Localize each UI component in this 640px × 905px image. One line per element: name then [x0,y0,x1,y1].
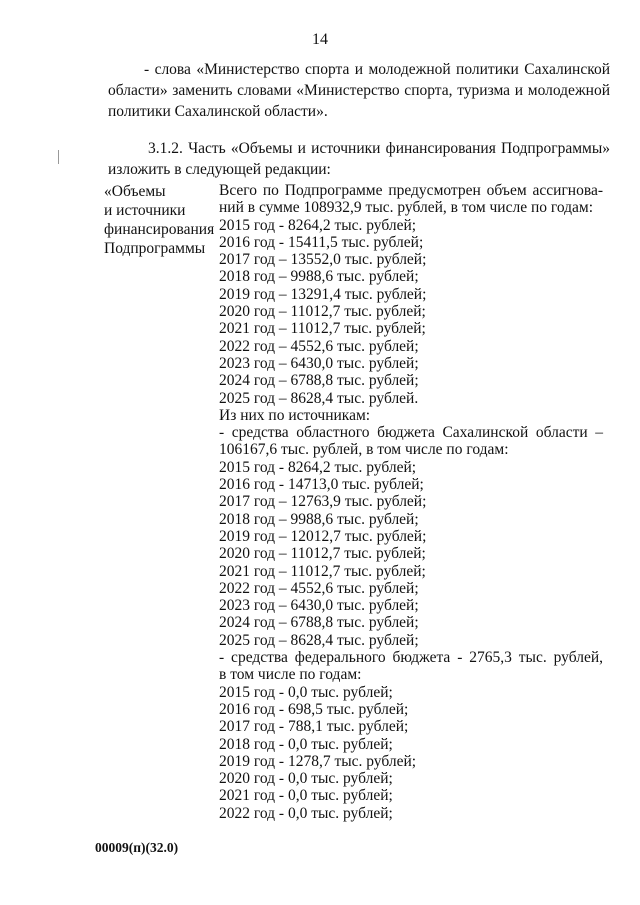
year-amount-line: 2021 год – 11012,7 тыс. рублей; [219,320,426,338]
year-amount-line: 2022 год – 4552,6 тыс. рублей; [219,579,419,597]
year-amount-line: 2021 год - 0,0 тыс. рублей; [219,787,393,805]
page-number: 14 [312,31,328,48]
year-amount-line: 2025 год – 8628,4 тыс. рублей. [219,389,419,407]
year-amount-line: 2020 год – 11012,7 тыс. рублей; [219,545,426,563]
year-amount-line: 2016 год - 14713,0 тыс. рублей; [219,476,424,494]
intro-paragraph [108,59,610,122]
clause-paragraph [108,138,610,180]
intro-line: области» заменить словами «Министерство спорта, туризма и молодежной [108,82,610,99]
total-intro-line: ний в сумме 108932,9 тыс. рублей, в том числе по годам: [219,199,594,217]
clause-line: изложить в следующей редакции: [108,161,331,178]
year-amount-line: 2016 год - 698,5 тыс. рублей; [219,700,409,718]
year-amount-line: 2018 год - 0,0 тыс. рублей; [219,735,393,753]
year-amount-line: 2020 год - 0,0 тыс. рублей; [219,770,393,788]
year-amount-line: 2022 год – 4552,6 тыс. рублей; [219,337,419,355]
year-amount-line: 2017 год – 13552,0 тыс. рублей; [219,251,427,269]
year-amount-line: 2025 год – 8628,4 тыс. рублей; [219,631,419,649]
sources-heading: Из них по источникам: [219,406,371,424]
year-amount-line: 2018 год – 9988,6 тыс. рублей; [219,510,419,528]
year-amount-line: 2016 год - 15411,5 тыс. рублей; [219,233,424,251]
table-label-line: финансирования [104,221,215,238]
regional-years-list [219,459,603,649]
intro-line: - слова «Министерство спорта и молодежной политики Сахалинской [144,61,610,78]
year-amount-line: 2019 год - 1278,7 тыс. рублей; [219,752,417,770]
year-amount-line: 2017 год - 788,1 тыс. рублей; [219,718,409,736]
year-amount-line: 2015 год - 8264,2 тыс. рублей; [219,458,417,476]
table-label-line: и источники [104,202,186,219]
document-footer-code: 00009(п)(32.0) [95,840,179,855]
year-amount-line: 2024 год – 6788,8 тыс. рублей; [219,614,419,632]
intro-line: политики Сахалинской области». [108,103,328,120]
table-label-line: Подпрограммы [104,240,206,257]
table-label-column [104,182,224,258]
federal-intro-line: - средства федерального бюджета - 2765,3 тыс. рублей, [219,649,603,667]
federal-intro-line: в том числе по годам: [219,666,362,684]
year-amount-line: 2015 год - 8264,2 тыс. рублей; [219,216,417,234]
year-amount-line: 2022 год - 0,0 тыс. рублей; [219,804,393,822]
year-amount-line: 2015 год - 0,0 тыс. рублей; [219,683,393,701]
margin-mark [58,150,59,164]
regional-intro-line: 106167,6 тыс. рублей, в том числе по годам: [219,441,509,459]
year-amount-line: 2019 год – 12012,7 тыс. рублей; [219,527,427,545]
year-amount-line: 2020 год – 11012,7 тыс. рублей; [219,303,426,321]
federal-years-list [219,684,603,822]
year-amount-line: 2018 год – 9988,6 тыс. рублей; [219,268,419,286]
regional-intro-line: - средства областного бюджета Сахалинской области – [219,424,603,442]
year-amount-line: 2019 год – 13291,4 тыс. рублей; [219,285,427,303]
total-years-list [219,217,603,407]
year-amount-line: 2024 год – 6788,8 тыс. рублей; [219,372,419,390]
year-amount-line: 2023 год – 6430,0 тыс. рублей; [219,354,419,372]
table-content-column [219,182,603,822]
year-amount-line: 2021 год – 11012,7 тыс. рублей; [219,562,426,580]
year-amount-line: 2023 год – 6430,0 тыс. рублей; [219,597,419,615]
year-amount-line: 2017 год – 12763,9 тыс. рублей; [219,493,427,511]
total-intro-line: Всего по Подпрограмме предусмотрен объем ассигнова- [219,182,603,199]
table-label-line: «Объемы [104,183,166,200]
clause-line: 3.1.2. Часть «Объемы и источники финансирования Подпрограммы» [148,140,610,157]
